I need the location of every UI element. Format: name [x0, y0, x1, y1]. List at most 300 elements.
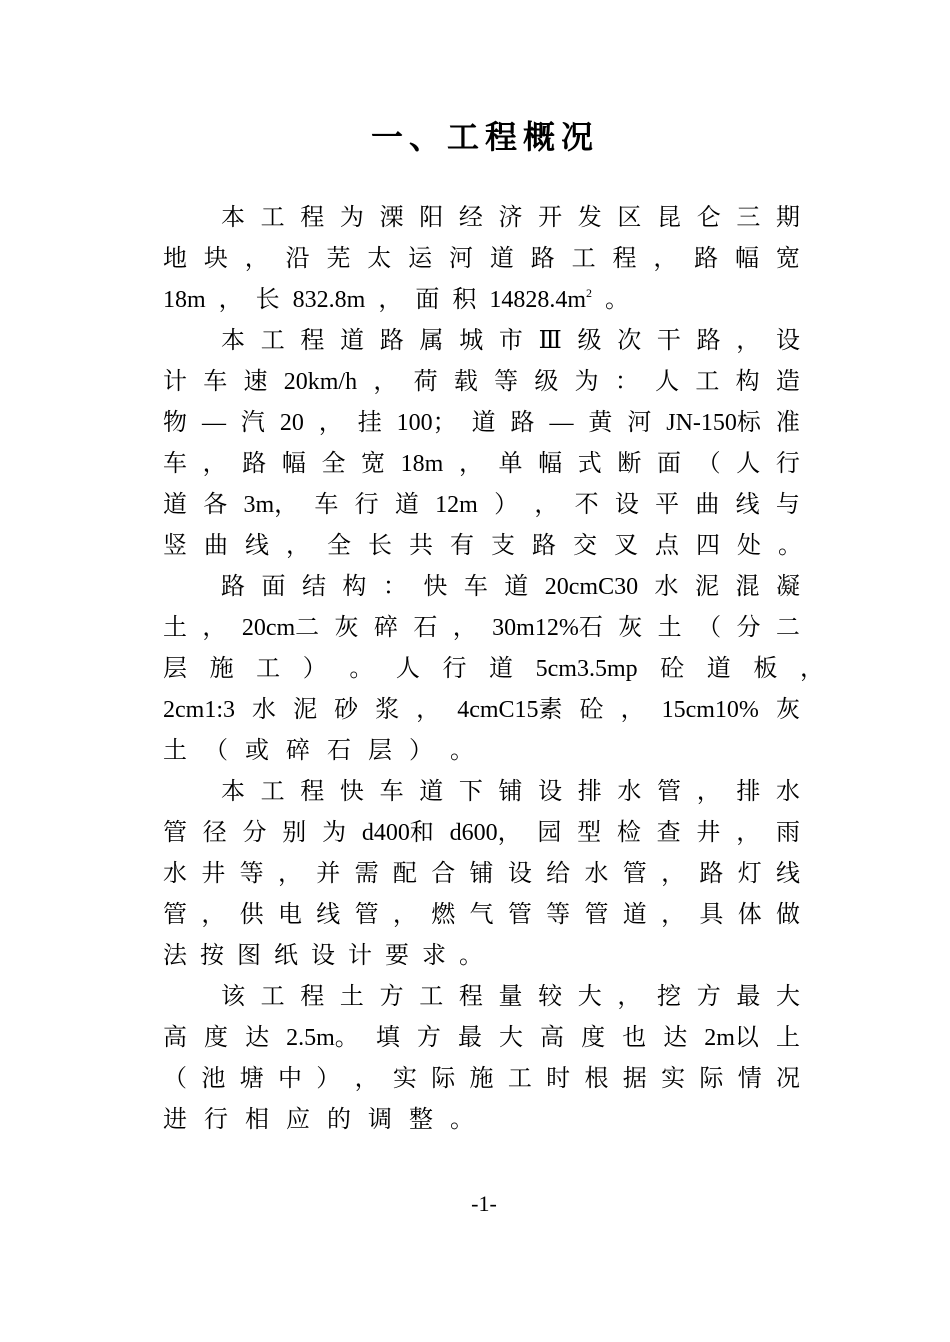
- text-token: 等: [494, 369, 519, 395]
- text-token: 工: [260, 779, 285, 805]
- text-token: 人: [655, 369, 680, 395]
- text-token: 管: [657, 779, 682, 805]
- text-token: ，: [202, 451, 227, 477]
- text-token: ，: [534, 492, 559, 518]
- text-token: 路: [696, 328, 721, 354]
- text-token: 黄: [588, 410, 613, 436]
- text-token: 。: [605, 287, 630, 313]
- text-token: 土: [339, 984, 364, 1010]
- text-token: 幅: [281, 451, 306, 477]
- text-token: ）: [409, 738, 433, 764]
- text-token: 分: [242, 820, 267, 846]
- text-token: 路: [510, 410, 535, 436]
- text-token: 行: [775, 451, 800, 477]
- text-token: 铺: [498, 779, 523, 805]
- text-line: [163, 649, 824, 690]
- text-token: 支: [491, 533, 515, 559]
- text-token: 荷: [413, 369, 438, 395]
- text-token: $14828.4m^2$: [489, 286, 593, 313]
- text-token: 与: [775, 492, 800, 518]
- text-token: Ⅲ: [538, 328, 562, 354]
- text-token: 行: [204, 1107, 228, 1133]
- text-token: 据: [622, 1066, 647, 1092]
- text-token: ，: [202, 615, 227, 641]
- text-line: [163, 485, 800, 526]
- text-token: 计: [348, 943, 372, 969]
- text-token: 区: [617, 205, 642, 231]
- text-token: ，: [458, 451, 483, 477]
- text-token: 程: [612, 246, 637, 272]
- text-token: 人: [736, 451, 761, 477]
- text-token: 泥: [695, 574, 720, 600]
- text-token: 工: [571, 246, 596, 272]
- text-line: [221, 567, 800, 608]
- text-token: 较: [538, 984, 563, 1010]
- text-line: [163, 813, 800, 854]
- text-token: 的: [327, 1107, 351, 1133]
- text-token: 具: [699, 902, 724, 928]
- text-token: 方: [696, 984, 721, 1010]
- text-token: 别: [282, 820, 307, 846]
- text-token: ，: [736, 328, 761, 354]
- text-token: （: [697, 615, 722, 641]
- text-token: 求: [422, 943, 446, 969]
- text-line: [163, 1018, 800, 1059]
- text-token: 载: [453, 369, 478, 395]
- text-token: 。: [450, 738, 474, 764]
- text-token: 4cmC15素: [457, 697, 563, 723]
- text-token: 造: [775, 369, 800, 395]
- text-token: 断: [617, 451, 642, 477]
- text-token: 竖: [163, 533, 187, 559]
- text-token: 路: [694, 246, 719, 272]
- text-token: 30m12%石: [492, 615, 603, 641]
- text-token: 灰: [334, 615, 359, 641]
- text-token: 。: [349, 656, 374, 682]
- text-line: [163, 362, 800, 403]
- text-token: 。: [450, 1107, 474, 1133]
- text-token: JN-150标: [666, 410, 761, 436]
- text-token: 属: [419, 328, 444, 354]
- text-token: 给: [546, 861, 571, 887]
- text-token: 混: [735, 574, 760, 600]
- text-token: 线: [735, 492, 760, 518]
- text-token: 幅: [538, 451, 563, 477]
- text-line: [163, 1059, 800, 1100]
- text-token: 工: [256, 656, 281, 682]
- text-token: 面: [261, 574, 286, 600]
- text-token: d400和: [361, 820, 434, 846]
- text-token: 配: [392, 861, 417, 887]
- text-token: 行: [442, 656, 467, 682]
- text-token: 幅: [735, 246, 760, 272]
- text-token: 物: [163, 410, 187, 436]
- text-token: 准: [775, 410, 800, 436]
- text-token: 按: [200, 943, 224, 969]
- text-token: 路: [221, 574, 245, 600]
- text-token: 程: [300, 328, 325, 354]
- text-token: 挂: [357, 410, 382, 436]
- text-token: ，: [286, 533, 310, 559]
- text-token: 管: [163, 820, 187, 846]
- text-token: ，: [416, 697, 441, 723]
- text-token: 方: [379, 984, 404, 1010]
- text-token: 为: [339, 205, 364, 231]
- text-token: 下: [458, 779, 483, 805]
- text-token: ，: [620, 697, 645, 723]
- text-token: 施: [469, 1066, 494, 1092]
- text-token: 3m，: [243, 492, 299, 518]
- text-token: 工: [260, 328, 285, 354]
- text-token: ，: [373, 369, 398, 395]
- text-token: 供: [239, 902, 264, 928]
- page-title: 一、工程概况: [370, 119, 599, 155]
- text-token: 土: [657, 615, 682, 641]
- text-token: 河: [449, 246, 474, 272]
- text-token: 大: [775, 984, 800, 1010]
- text-token: 832.8m: [292, 287, 366, 313]
- text-token: 长: [255, 287, 280, 313]
- page-number: -1-: [471, 1191, 497, 1216]
- text-token: 工: [695, 369, 720, 395]
- text-token: 点: [655, 533, 679, 559]
- text-token: 地: [163, 246, 187, 272]
- text-token: 面: [415, 287, 440, 313]
- text-token: ，: [653, 246, 678, 272]
- text-line: [163, 444, 800, 485]
- text-token: 车: [379, 779, 404, 805]
- text-token: ，: [661, 861, 686, 887]
- text-token: 2.5m。: [286, 1025, 359, 1051]
- text-token: 层: [368, 738, 392, 764]
- text-line: [163, 608, 800, 649]
- text-token: 线: [316, 902, 341, 928]
- text-token: 构: [342, 574, 367, 600]
- text-token: 线: [245, 533, 269, 559]
- text-token: 查: [656, 820, 681, 846]
- text-token: 三: [736, 205, 761, 231]
- text-token: ）: [494, 492, 519, 518]
- text-token: 快: [339, 779, 364, 805]
- text-line: [163, 280, 800, 321]
- text-token: 雨: [775, 820, 800, 846]
- text-token: 5cm3.5mp: [535, 656, 638, 682]
- text-token: 水: [654, 574, 679, 600]
- text-token: 芜: [326, 246, 351, 272]
- text-token: 泥: [293, 697, 318, 723]
- text-token: 法: [163, 943, 187, 969]
- text-token: 设: [507, 861, 532, 887]
- text-token: 阳: [419, 205, 444, 231]
- text-token: ，: [318, 410, 343, 436]
- text-token: 管: [507, 902, 532, 928]
- text-token: 城: [459, 328, 484, 354]
- text-token: 或: [245, 738, 269, 764]
- text-token: 体: [737, 902, 762, 928]
- text-token: 纸: [274, 943, 298, 969]
- text-token: 沿: [285, 246, 310, 272]
- text-token: 面: [656, 451, 681, 477]
- text-token: —: [549, 410, 574, 436]
- text-token: 型: [577, 820, 602, 846]
- text-token: 道: [489, 246, 514, 272]
- text-token: 汽: [240, 410, 265, 436]
- text-token: 度: [204, 1025, 229, 1051]
- text-token: 本: [221, 328, 245, 354]
- text-token: 道: [504, 574, 529, 600]
- text-token: 达: [245, 1025, 270, 1051]
- text-token: 道: [340, 328, 365, 354]
- text-token: 路: [530, 246, 555, 272]
- text-token: 方: [416, 1025, 441, 1051]
- text-line: [221, 198, 800, 239]
- text-token: 20: [279, 410, 304, 436]
- text-token: 浆: [375, 697, 400, 723]
- text-token: ，: [378, 287, 403, 313]
- text-token: 也: [622, 1025, 647, 1051]
- text-token: 路: [532, 533, 556, 559]
- text-token: 要: [385, 943, 409, 969]
- text-token: 车: [463, 574, 488, 600]
- text-token: 路: [699, 861, 724, 887]
- text-token: 管: [584, 902, 609, 928]
- text-line: [163, 936, 800, 977]
- text-line: [163, 731, 800, 772]
- text-token: 土: [163, 615, 187, 641]
- text-token: 工: [507, 1066, 532, 1092]
- text-token: 砂: [334, 697, 359, 723]
- text-token: 水: [775, 779, 800, 805]
- text-token: 最: [736, 984, 761, 1010]
- text-token: 平: [655, 492, 680, 518]
- text-token: 15cm10%: [661, 697, 759, 723]
- text-token: 为: [574, 369, 599, 395]
- text-token: 各: [203, 492, 228, 518]
- text-token: 水: [163, 861, 187, 887]
- text-token: 况: [776, 1066, 800, 1092]
- text-token: 达: [663, 1025, 688, 1051]
- text-token: 设: [311, 943, 335, 969]
- text-token: 速: [243, 369, 268, 395]
- text-token: ，: [452, 615, 477, 641]
- text-token: 大: [577, 984, 602, 1010]
- text-token: 中: [277, 1066, 302, 1092]
- text-token: 板: [753, 656, 778, 682]
- text-token: 20km/h: [283, 369, 358, 395]
- text-token: 路: [242, 451, 267, 477]
- text-token: 合: [431, 861, 456, 887]
- text-line: [221, 772, 800, 813]
- text-token: 水: [617, 779, 642, 805]
- text-token: 道: [706, 656, 731, 682]
- text-token: 20cmC30: [544, 574, 639, 600]
- text-token: 度: [581, 1025, 606, 1051]
- text-token: 级: [534, 369, 559, 395]
- text-token: 程: [300, 984, 325, 1010]
- text-token: 挖: [657, 984, 682, 1010]
- text-token: 车: [163, 451, 187, 477]
- text-token: 线: [776, 861, 800, 887]
- text-line: [221, 977, 800, 1018]
- text-token: 道: [163, 492, 187, 518]
- text-token: 分: [736, 615, 761, 641]
- text-token: 单: [498, 451, 523, 477]
- text-token: 行: [354, 492, 379, 518]
- text-token: 管: [354, 902, 379, 928]
- text-token: 程: [300, 779, 325, 805]
- text-token: 管: [622, 861, 647, 887]
- text-token: ，: [736, 820, 761, 846]
- text-token: 交: [573, 533, 597, 559]
- text-token: 有: [450, 533, 474, 559]
- text-token: 电: [277, 902, 302, 928]
- text-token: 块: [203, 246, 228, 272]
- text-line: [163, 239, 800, 280]
- text-token: 。: [778, 533, 802, 559]
- text-token: 进: [163, 1107, 187, 1133]
- text-token: 式: [577, 451, 602, 477]
- text-token: ，: [201, 902, 226, 928]
- text-token: 管: [163, 902, 187, 928]
- text-token: 井: [696, 820, 721, 846]
- text-token: 实: [661, 1066, 686, 1092]
- text-token: 发: [577, 205, 602, 231]
- text-token: 100；: [396, 410, 457, 436]
- text-token: 溧: [379, 205, 404, 231]
- text-token: 人: [395, 656, 420, 682]
- text-token: 上: [775, 1025, 800, 1051]
- text-token: 凝: [775, 574, 800, 600]
- text-token: 排: [736, 779, 761, 805]
- text-token: 设: [614, 492, 639, 518]
- text-token: 工: [260, 205, 285, 231]
- text-token: 设: [776, 328, 800, 354]
- text-token: 池: [201, 1066, 226, 1092]
- text-token: 检: [616, 820, 641, 846]
- text-token: 根: [584, 1066, 609, 1092]
- text-token: 处: [737, 533, 761, 559]
- text-token: 灰: [775, 697, 800, 723]
- text-token: ：: [614, 369, 639, 395]
- text-token: ，: [277, 861, 302, 887]
- text-token: 实: [392, 1066, 417, 1092]
- text-token: 设: [538, 779, 563, 805]
- text-token: 干: [656, 328, 681, 354]
- text-token: ，: [661, 902, 686, 928]
- text-token: 最: [457, 1025, 482, 1051]
- text-token: ，: [617, 984, 642, 1010]
- text-token: 大: [499, 1025, 523, 1051]
- text-token: ，: [354, 1066, 379, 1092]
- text-token: 叉: [614, 533, 638, 559]
- text-token: 曲: [204, 533, 228, 559]
- text-token: （: [696, 451, 721, 477]
- text-token: ，: [392, 902, 417, 928]
- text-token: 济: [498, 205, 523, 231]
- text-token: 气: [469, 902, 494, 928]
- text-token: 并: [316, 861, 341, 887]
- text-token: 18m: [163, 287, 206, 313]
- text-line: [221, 321, 800, 362]
- text-token: 高: [540, 1025, 565, 1051]
- text-token: 计: [163, 369, 187, 395]
- text-token: 宽: [361, 451, 386, 477]
- text-token: 昆: [657, 205, 682, 231]
- text-line: [163, 895, 800, 936]
- text-line: [163, 1100, 800, 1141]
- text-token: 量: [498, 984, 523, 1010]
- text-token: 碎: [373, 615, 398, 641]
- text-token: 积: [452, 287, 477, 313]
- text-token: 经: [458, 205, 483, 231]
- text-token: 道: [471, 410, 496, 436]
- text-token: 排: [577, 779, 602, 805]
- text-token: 石: [413, 615, 438, 641]
- text-token: 塘: [239, 1066, 264, 1092]
- text-token: 施: [209, 656, 234, 682]
- text-token: 构: [735, 369, 760, 395]
- text-token: ，: [696, 779, 721, 805]
- superscript: 2: [586, 286, 593, 300]
- text-token: 等: [239, 861, 264, 887]
- text-token: 期: [775, 205, 800, 231]
- text-token: 仑: [696, 205, 721, 231]
- text-token: 碎: [286, 738, 310, 764]
- text-token: 际: [431, 1066, 456, 1092]
- text-token: ）: [316, 1066, 341, 1092]
- text-token: 应: [286, 1107, 310, 1133]
- text-token: 结: [301, 574, 326, 600]
- text-token: 宽: [775, 246, 800, 272]
- text-token: 等: [546, 902, 571, 928]
- text-token: 。: [459, 943, 483, 969]
- text-token: 道: [622, 902, 647, 928]
- text-token: 市: [498, 328, 523, 354]
- text-token: 需: [354, 861, 379, 887]
- text-token: 全: [321, 451, 346, 477]
- text-token: 情: [737, 1066, 762, 1092]
- text-token: 太: [367, 246, 392, 272]
- text-token: 道: [394, 492, 419, 518]
- text-token: 曲: [695, 492, 720, 518]
- text-token: 20cm二: [241, 615, 320, 641]
- text-token: 高: [163, 1025, 187, 1051]
- text-token: 水: [252, 697, 277, 723]
- text-token: 为: [322, 820, 347, 846]
- text-token: 砼: [660, 656, 685, 682]
- text-token: 径: [202, 820, 227, 846]
- text-token: 程: [300, 205, 325, 231]
- text-token: 全: [327, 533, 351, 559]
- text-line: [163, 854, 800, 895]
- text-token: 共: [409, 533, 433, 559]
- text-line: [163, 526, 800, 567]
- text-token: 燃: [431, 902, 456, 928]
- text-token: 调: [368, 1107, 392, 1133]
- text-token: 四: [696, 533, 720, 559]
- text-token: 12m: [435, 492, 478, 518]
- text-token: 车: [314, 492, 339, 518]
- text-token: 层: [163, 656, 187, 682]
- text-token: 时: [546, 1066, 571, 1092]
- text-token: 2m以: [704, 1025, 759, 1051]
- text-token: 路: [379, 328, 404, 354]
- text-token: 图: [237, 943, 261, 969]
- text-token: ，: [799, 656, 824, 682]
- text-token: 道: [489, 656, 514, 682]
- text-token: 不: [574, 492, 599, 518]
- text-token: ：: [382, 574, 407, 600]
